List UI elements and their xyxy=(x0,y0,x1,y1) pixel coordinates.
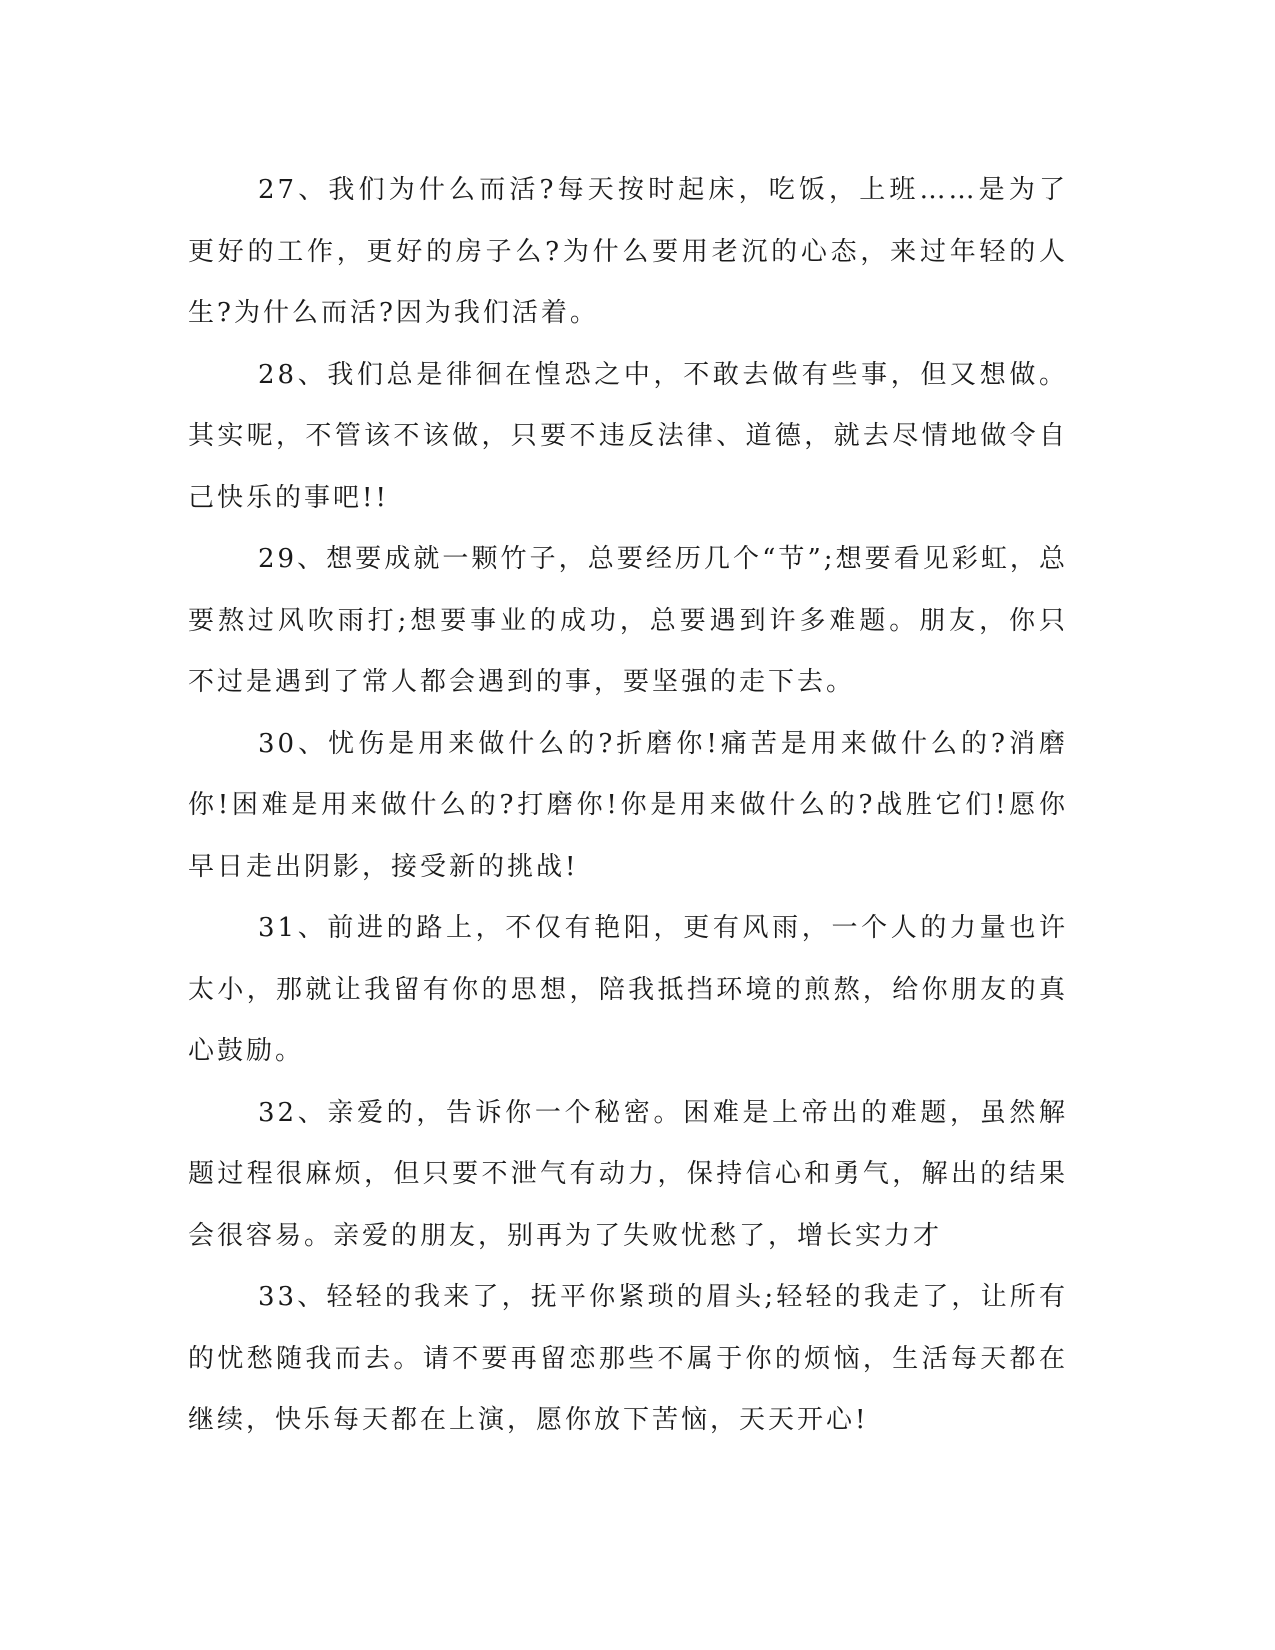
paragraph-33: 33、轻轻的我来了，抚平你紧琐的眉头;轻轻的我走了，让所有的忧愁随我而去。请不要再留恋那些不属于你的烦恼，生活每天都在继续，快乐每天都在上演，愿你放下苦恼，天天开心! xyxy=(188,1282,1068,1435)
paragraph-29: 29、想要成就一颗竹子，总要经历几个“节”;想要看见彩虹，总要熬过风吹雨打;想要事业的成功，总要遇到许多难题。朋友，你只不过是遇到了常人都会遇到的事，要坚强的走下去。 xyxy=(188,544,1068,697)
paragraph-27: 27、我们为什么而活?每天按时起床，吃饭，上班……是为了更好的工作，更好的房子么?为什么要用老沉的心态，来过年轻的人生?为什么而活?因为我们活着。 xyxy=(188,175,1068,328)
paragraph-30: 30、忧伤是用来做什么的?折磨你!痛苦是用来做什么的?消磨你!困难是用来做什么的?打磨你!你是用来做什么的?战胜它们!愿你早日走出阴影，接受新的挑战! xyxy=(188,728,1068,882)
document-body xyxy=(188,160,1068,1452)
paragraph-31: 31、前进的路上，不仅有艳阳，更有风雨，一个人的力量也许太小，那就让我留有你的思想，陪我抵挡环境的煎熬，给你朋友的真心鼓励。 xyxy=(188,913,1068,1066)
paragraph-28: 28、我们总是徘徊在惶恐之中，不敢去做有些事，但又想做。其实呢，不管该不该做，只要不违反法律、道德，就去尽情地做令自己快乐的事吧!! xyxy=(188,359,1068,513)
paragraph-32: 32、亲爱的，告诉你一个秘密。困难是上帝出的难题，虽然解题过程很麻烦，但只要不泄气有动力，保持信心和勇气，解出的结果会很容易。亲爱的朋友，别再为了失败忧愁了，增长实力才 xyxy=(188,1097,1068,1251)
